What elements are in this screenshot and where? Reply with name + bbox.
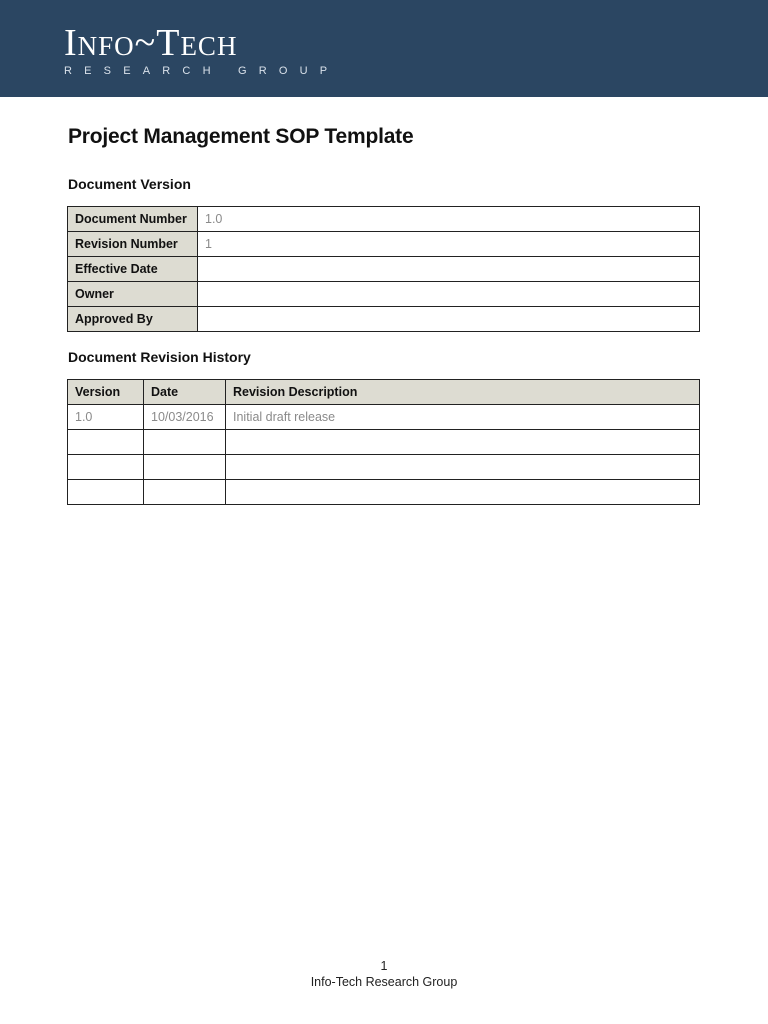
column-header-description: Revision Description: [226, 380, 700, 405]
table-row: [68, 430, 700, 455]
footer-company: Info-Tech Research Group: [310, 975, 458, 989]
cell-date[interactable]: [144, 430, 226, 455]
document-version-heading: Document Version: [68, 176, 191, 192]
column-header-date: Date: [144, 380, 226, 405]
table-row: [68, 480, 700, 505]
revision-history-heading: Document Revision History: [68, 349, 251, 365]
cell-version[interactable]: [68, 430, 144, 455]
document-version-table: [67, 206, 700, 332]
field-value[interactable]: 1: [198, 232, 700, 257]
revision-history-table: [67, 379, 700, 505]
field-value[interactable]: [198, 307, 700, 332]
company-logo: [64, 22, 339, 77]
column-header-version: Version: [68, 380, 144, 405]
cell-description[interactable]: Initial draft release: [226, 405, 700, 430]
logo-main-text: Info~Tech: [64, 22, 238, 64]
cell-date[interactable]: [144, 480, 226, 505]
table-row: [68, 455, 700, 480]
cell-description[interactable]: [226, 480, 700, 505]
field-label: Revision Number: [68, 232, 198, 257]
document-title: Project Management SOP Template: [68, 125, 414, 148]
cell-version[interactable]: 1.0: [68, 405, 144, 430]
field-value[interactable]: [198, 257, 700, 282]
table-header-row: [68, 380, 700, 405]
cell-version[interactable]: [68, 455, 144, 480]
field-label: Effective Date: [68, 257, 198, 282]
field-value[interactable]: 1.0: [198, 207, 700, 232]
field-label: Approved By: [68, 307, 198, 332]
table-row: [68, 405, 700, 430]
table-row: [68, 232, 700, 257]
table-row: [68, 282, 700, 307]
cell-date[interactable]: 10/03/2016: [144, 405, 226, 430]
field-label: Owner: [68, 282, 198, 307]
cell-date[interactable]: [144, 455, 226, 480]
page-number: 1: [380, 959, 388, 973]
cell-description[interactable]: [226, 455, 700, 480]
cell-description[interactable]: [226, 430, 700, 455]
logo-sub-text: RESEARCH GROUP: [64, 65, 340, 77]
table-row: [68, 257, 700, 282]
cell-version[interactable]: [68, 480, 144, 505]
header-banner: [0, 0, 768, 97]
field-value[interactable]: [198, 282, 700, 307]
table-row: [68, 307, 700, 332]
table-row: [68, 207, 700, 232]
field-label: Document Number: [68, 207, 198, 232]
